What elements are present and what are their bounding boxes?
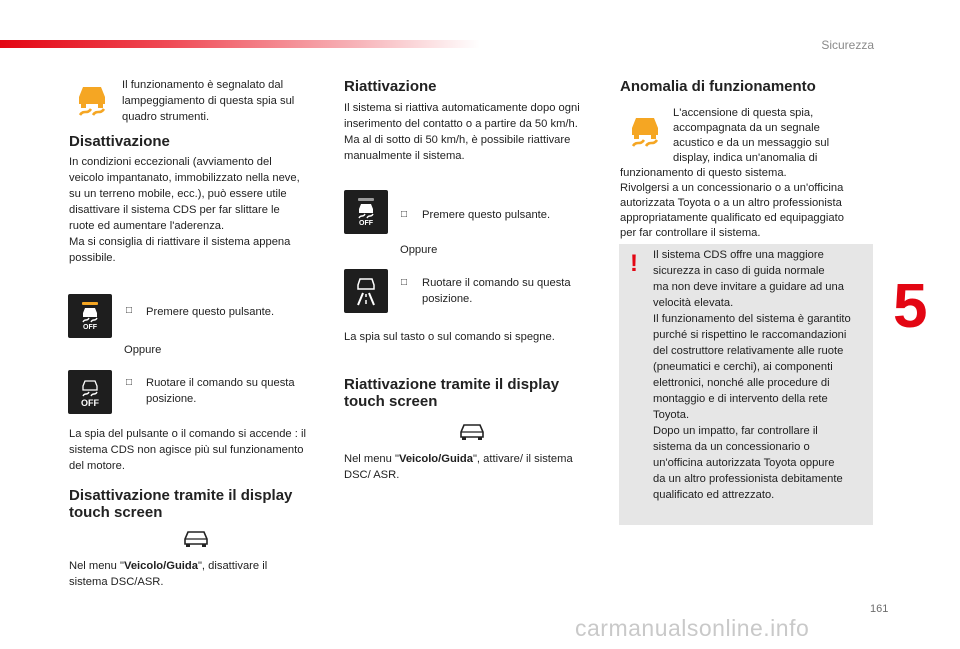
cds-off-dial-icon: [68, 370, 112, 414]
bullet-marker: □: [401, 277, 408, 288]
traction-dial-icon: [344, 269, 388, 313]
step-press-button: Premere questo pulsante.: [146, 306, 275, 318]
skid-warning-lamp-icon: [627, 113, 663, 149]
warning-exclamation-icon: !: [630, 250, 638, 277]
riattivazione-touch-heading: Riattivazione tramite il display touch screen: [344, 376, 560, 410]
bullet-marker: □: [126, 377, 133, 388]
cds-off-button-icon: [344, 190, 388, 234]
anomalia-heading: Anomalia di funzionamento: [620, 78, 816, 95]
cds-off-button-icon: [68, 294, 112, 338]
anomalia-body: funzionamento di questo sistema. Rivolgersi a un concessionario o a un'officina autorizzata Toyota o a un altro professionista appropriatamente qualificato ed equipaggiato per far controllare il sistema.: [620, 167, 844, 239]
disattivazione-touch-text: Nel menu "Veicolo/Guida", disattivare il sistema DSC/ASR.: [69, 560, 268, 588]
warning-note-text: Il sistema CDS offre una maggiore sicurezza in caso di guida normale ma non deve invitare a guidare ad una velocità elevata. Il funzionamento del sistema è garantito purché si rispettino le raccomandazioni del costruttore relativamente alle ruote (pneumatici e cerchi), ai componenti elettronici, nonché alle procedure di montaggio e di intervento della rete Toyota. Dopo un impatto, far controllare il sistema da un concessionario o un'officina autorizzata Toyota oppure da un altro professionista debitamente qualificato ed attrezzato.: [653, 249, 851, 501]
page-number: 161: [870, 603, 889, 615]
step-rotate-dial: Ruotare il comando su questa posizione.: [422, 277, 571, 305]
oppure-label: Oppure: [400, 244, 438, 256]
disattivazione-touch-heading: Disattivazione tramite il display touch screen: [69, 487, 293, 521]
section-title: Sicurezza: [821, 38, 874, 52]
off-label: OFF: [359, 220, 373, 227]
riattivazione-body: Il sistema si riattiva automaticamente dopo ogni inserimento del contatto o a partire da 50 km/h. Ma al di sotto di 50 km/h, è possibile riattivare manualmente il sistema.: [344, 102, 580, 162]
car-icon: [458, 420, 486, 447]
oppure-label: Oppure: [124, 344, 162, 356]
disattivazione-after-text: La spia del pulsante o il comando si accende : il sistema CDS non agisce più sul funzionamento del motore.: [69, 428, 306, 472]
off-label: OFF: [81, 397, 99, 408]
skid-warning-lamp-icon: [74, 82, 110, 118]
intro-text: Il funzionamento è segnalato dal lampeggiamento di questa spia sul quadro strumenti.: [122, 79, 295, 123]
disattivazione-body: In condizioni eccezionali (avviamento del veicolo impantanato, immobilizzato nella neve, su un terreno mobile, ecc.), può essere utile disattivare il sistema CDS per far slittare le ruote ed aumentare l'aderenza. Ma si consiglia di riattivare il sistema appena possibile.: [69, 156, 300, 264]
disattivazione-heading: Disattivazione: [69, 133, 170, 150]
riattivazione-heading: Riattivazione: [344, 78, 437, 95]
riattivazione-touch-text: Nel menu "Veicolo/Guida", attivare/ il sistema DSC/ ASR.: [344, 453, 573, 481]
car-icon: [182, 527, 210, 554]
step-press-button: Premere questo pulsante.: [422, 209, 551, 221]
bullet-marker: □: [126, 305, 133, 316]
bullet-marker: □: [401, 209, 408, 220]
watermark: carmanualsonline.info: [575, 615, 810, 641]
header-gradient-bar: [0, 40, 480, 48]
chapter-number: 5: [893, 272, 928, 341]
riattivazione-after-text: La spia sul tasto o sul comando si spegne.: [344, 331, 555, 343]
anomalia-icon-text: L'accensione di questa spia, accompagnata da un segnale acustico e da un messaggio sul display, indica un'anomalia di: [673, 107, 830, 164]
step-rotate-dial: Ruotare il comando su questa posizione.: [146, 377, 295, 405]
off-label: OFF: [83, 324, 97, 331]
